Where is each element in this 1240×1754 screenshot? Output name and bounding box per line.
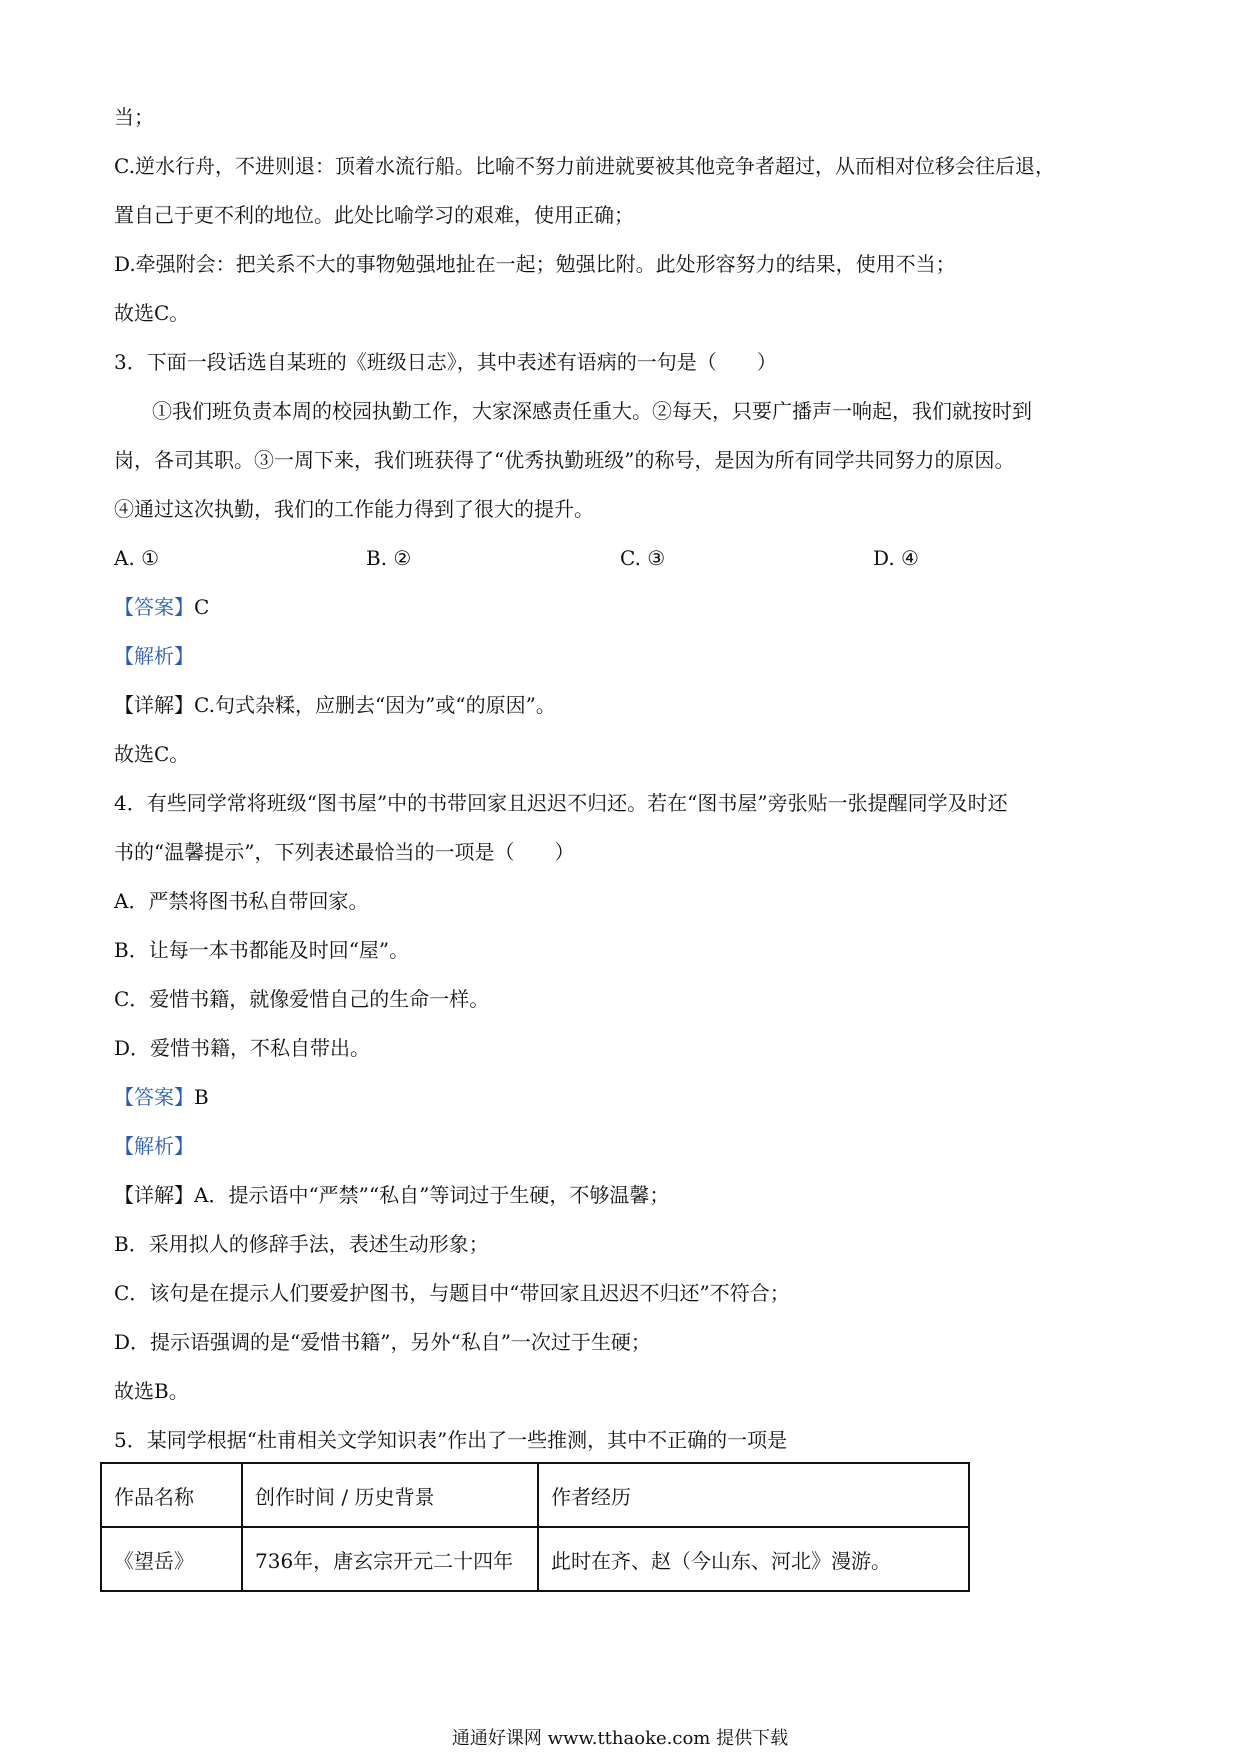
option-a: A. ① — [114, 546, 160, 570]
text-line: 置自己于更不利的地位。此处比喻学习的艰难，使用正确； — [114, 203, 634, 227]
question-4-cont: 书的“温馨提示”，下列表述最恰当的一项是（ ） — [114, 840, 575, 864]
text-line: C．该句是在提示人们要爱护图书，与题目中“带回家且迟迟不归还”不符合； — [114, 1281, 790, 1305]
table-header-row — [101, 1463, 969, 1527]
text-line: 故选C。 — [114, 742, 190, 766]
table-row — [101, 1527, 969, 1591]
option-c: C. ③ — [620, 546, 666, 570]
table-header-cell: 作品名称 — [101, 1463, 242, 1527]
table-cell: 此时在齐、赵（今山东、河北》漫游。 — [538, 1527, 969, 1591]
question-5: 5．某同学根据“杜甫相关文学知识表”作出了一些推测，其中不正确的一项是 — [114, 1428, 788, 1452]
text-line: 故选B。 — [114, 1379, 189, 1403]
analysis-tag: 【解析】 — [114, 644, 194, 668]
option-b: B．让每一本书都能及时回“屋”。 — [114, 938, 410, 962]
passage-line: ④通过这次执勤，我们的工作能力得到了很大的提升。 — [114, 497, 594, 521]
answer-tag: 【答案】 — [114, 1085, 194, 1109]
text-line: D．提示语强调的是“爱惜书籍”，另外“私自”一次过于生硬； — [114, 1330, 651, 1354]
table-header-cell: 作者经历 — [538, 1463, 969, 1527]
answer-line — [114, 1084, 209, 1110]
detail-line — [114, 1182, 669, 1208]
option-d: D. ④ — [873, 546, 919, 570]
option-d: D．爱惜书籍，不私自带出。 — [114, 1036, 371, 1060]
option-c: C．爱惜书籍，就像爱惜自己的生命一样。 — [114, 987, 490, 1011]
text-line: C.逆水行舟，不进则退：顶着水流行船。比喻不努力前进就要被其他竞争者超过，从而相对位移会往后退， — [114, 154, 1055, 178]
detail-line — [114, 692, 556, 718]
table-header-cell: 创作时间 / 历史背景 — [242, 1463, 538, 1527]
text-line: B．采用拟人的修辞手法，表述生动形象； — [114, 1232, 489, 1256]
answer-line — [114, 594, 209, 620]
passage-line: 岗，各司其职。③一周下来，我们班获得了“优秀执勤班级”的称号，是因为所有同学共同努力的原因。 — [114, 448, 1015, 472]
answer-tag: 【答案】 — [114, 595, 194, 619]
passage-line: ①我们班负责本周的校园执勤工作，大家深感责任重大。②每天，只要广播声一响起，我们就按时到 — [152, 399, 1032, 423]
knowledge-table — [100, 1462, 970, 1592]
detail-text: C.句式杂糅，应删去“因为”或“的原因”。 — [194, 693, 556, 717]
text-line: 故选C。 — [114, 301, 190, 325]
table-cell: 《望岳》 — [101, 1527, 242, 1591]
detail-text: A．提示语中“严禁”“私自”等词过于生硬，不够温馨； — [194, 1183, 670, 1207]
option-b: B. ② — [366, 546, 412, 570]
answer-value: B — [194, 1085, 209, 1109]
text-line: D.牵强附会：把关系不大的事物勉强地扯在一起；勉强比附。此处形容努力的结果，使用不当； — [114, 252, 956, 276]
analysis-tag: 【解析】 — [114, 1134, 194, 1158]
table-cell: 736年，唐玄宗开元二十四年 — [242, 1527, 538, 1591]
footer-text: 通通好课网 www.tthaoke.com 提供下载 — [451, 1728, 789, 1749]
detail-tag: 【详解】 — [114, 693, 194, 717]
question-3: 3．下面一段话选自某班的《班级日志》，其中表述有语病的一句是（ ） — [114, 350, 777, 374]
answer-value: C — [194, 595, 210, 619]
detail-tag: 【详解】 — [114, 1183, 194, 1207]
text-line: 当； — [114, 105, 154, 129]
question-4: 4．有些同学常将班级“图书屋”中的书带回家且迟迟不归还。若在“图书屋”旁张贴一张提醒同学及时还 — [114, 791, 1008, 815]
option-a: A．严禁将图书私自带回家。 — [114, 889, 369, 913]
